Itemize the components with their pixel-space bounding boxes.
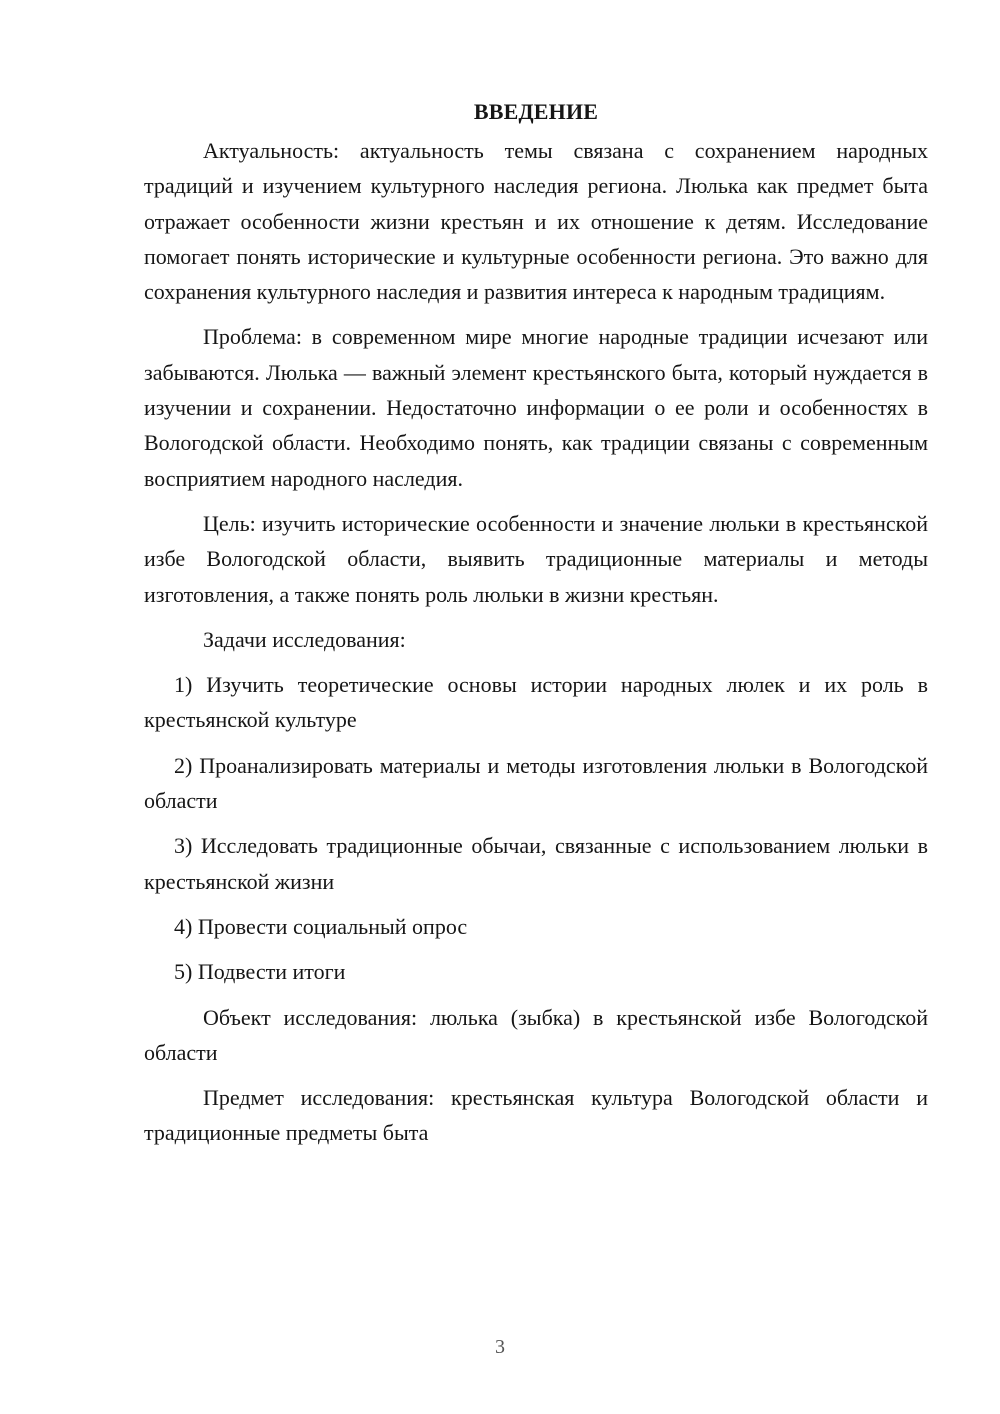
- subject-paragraph: Предмет исследования: крестьянская культура Вологодской области и традиционные предметы быта: [144, 1085, 928, 1146]
- tasks-heading: Задачи исследования:: [203, 626, 406, 652]
- task-item-3: 3) Исследовать традиционные обычаи, связанные с использованием люльки в крестьянской жизни: [144, 833, 928, 894]
- goal-paragraph: Цель: изучить исторические особенности и значение люльки в крестьянской избе Вологодской области, выявить традиционные материалы и методы изготовления, а также понять роль люльки в жизни крестьян.: [144, 510, 928, 607]
- object-paragraph: Объект исследования: люлька (зыбка) в крестьянской избе Вологодской области: [144, 1004, 928, 1065]
- problem-paragraph: Проблема: в современном мире многие народные традиции исчезают или забываются. Люлька — важный элемент крестьянского быта, который нуждается в изучении и сохранении. Недостаточно информации о ее роли и особенностях в Вологодской области. Необходимо понять, как традиции связаны с современным восприятием народного наследия.: [144, 324, 928, 491]
- task-item-4: 4) Провести социальный опрос: [174, 913, 468, 939]
- page-number: 3: [495, 1336, 505, 1358]
- relevance-paragraph: Актуальность: актуальность темы связана с сохранением народных традиций и изучением культурного наследия региона. Люлька как предмет быта отражает особенности жизни крестьян и их отношение к детям. Исследование помогает понять исторические и культурные особенности региона. Это важно для сохранения культурного наследия и развития интереса к народным традициям.: [144, 138, 928, 305]
- task-item-5: 5) Подвести итоги: [174, 959, 346, 985]
- task-item-2: 2) Проанализировать материалы и методы изготовления люльки в Вологодской области: [144, 752, 928, 814]
- task-item-1: 1) Изучить теоретические основы истории народных люлек и их роль в крестьянской культуре: [144, 672, 928, 733]
- section-title: ВВЕДЕНИЕ: [473, 99, 599, 124]
- page-content: [144, 97, 928, 1161]
